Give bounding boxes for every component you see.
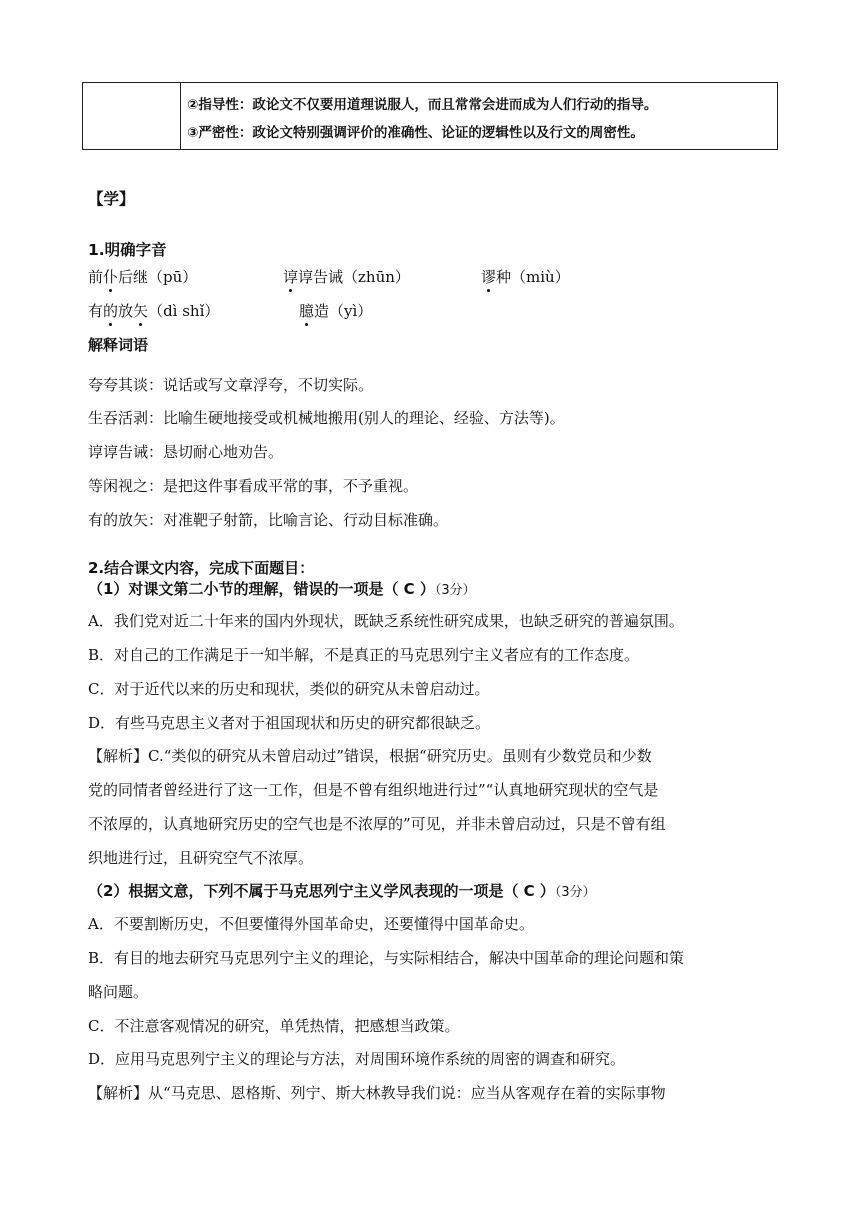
heading-vocabulary: 解释词语 [88, 336, 149, 354]
option-d: D．应用马克思列宁主义的理论与方法，对周围环境作系统的周密的调查和研究。 [88, 1050, 626, 1068]
vocab-item: 夸夸其谈：说话或写文章浮夸，不切实际。 [88, 376, 374, 394]
analysis-line: 【解析】C.“类似的研究从未曾启动过”错误，根据“研究历史。虽则有少数党员和少数 [88, 747, 652, 765]
heading-pronunciation: 1.明确字音 [88, 241, 167, 259]
section-tag: 【学】 [88, 190, 135, 208]
principles-table [82, 82, 778, 150]
vocab-item: 等闲视之：是把这件事看成平常的事，不予重视。 [88, 477, 419, 495]
option-d: D．有些马克思主义者对于祖国现状和历史的研究都很缺乏。 [88, 714, 491, 732]
table-left-cell [83, 83, 181, 149]
table-line-guidance: ②指导性：政论文不仅要用道理说服人，而且常常会进而成为人们行动的指导。 [187, 97, 658, 113]
vocab-item: 生吞活剥：比喻生硬地接受或机械地搬用(别人的理论、经验、方法等)。 [88, 409, 565, 427]
analysis-line: 【解析】从“马克思、恩格斯、列宁、斯大林教导我们说：应当从客观存在着的实际事物 [88, 1084, 666, 1102]
analysis-line: 织地进行过，且研究空气不浓厚。 [88, 849, 314, 867]
pinyin-item-1: 前仆后继（pū） [88, 268, 198, 286]
table-line-rigor: ③严密性：政论文特别强调评价的准确性、论证的逻辑性以及行文的周密性。 [187, 125, 644, 141]
pinyin-item-5: 臆造（yì） [299, 302, 373, 320]
question-1-stem: （1）对课文第二小节的理解，错误的一项是（ C ）（3分） [88, 580, 476, 598]
option-a: A．不要割断历史，不但要懂得外国革命史，还要懂得中国革命史。 [88, 915, 534, 933]
option-b: B．对自己的工作满足于一知半解，不是真正的马克思列宁主义者应有的工作态度。 [88, 646, 640, 664]
pinyin-item-3: 谬种（miù） [481, 268, 570, 286]
question-2-stem: （2）根据文意，下列不属于马克思列宁主义学风表现的一项是（ C ）（3分） [88, 882, 596, 900]
analysis-line: 党的同情者曾经进行了这一工作，但是不曾有组织地进行过”“认真地研究现状的空气是 [88, 781, 659, 799]
option-c: C．对于近代以来的历史和现状，类似的研究从未曾启动过。 [88, 680, 490, 698]
vocab-item: 有的放矢：对准靶子射箭，比喻言论、行动目标准确。 [88, 511, 449, 529]
pinyin-item-4: 有的放矢（dì shǐ） [88, 302, 220, 320]
option-b: B．有目的地去研究马克思列宁主义的理论，与实际相结合，解决中国革命的理论问题和策 [88, 949, 685, 967]
table-right-cell [181, 83, 777, 149]
option-c: C．不注意客观情况的研究，单凭热情，把感想当政策。 [88, 1017, 460, 1035]
pinyin-item-2: 谆谆告诫（zhūn） [283, 268, 410, 286]
analysis-line: 不浓厚的，认真地研究历史的空气也是不浓厚的”可见，并非未曾启动过，只是不曾有组 [88, 815, 666, 833]
vocab-item: 谆谆告诫：恳切耐心地劝告。 [88, 443, 284, 461]
option-a: A．我们党对近二十年来的国内外现状，既缺乏系统性研究成果，也缺乏研究的普遍氛围。 [88, 612, 684, 630]
heading-exercises: 2.结合课文内容，完成下面题目： [88, 559, 315, 577]
option-b-continued: 略问题。 [88, 983, 149, 1001]
